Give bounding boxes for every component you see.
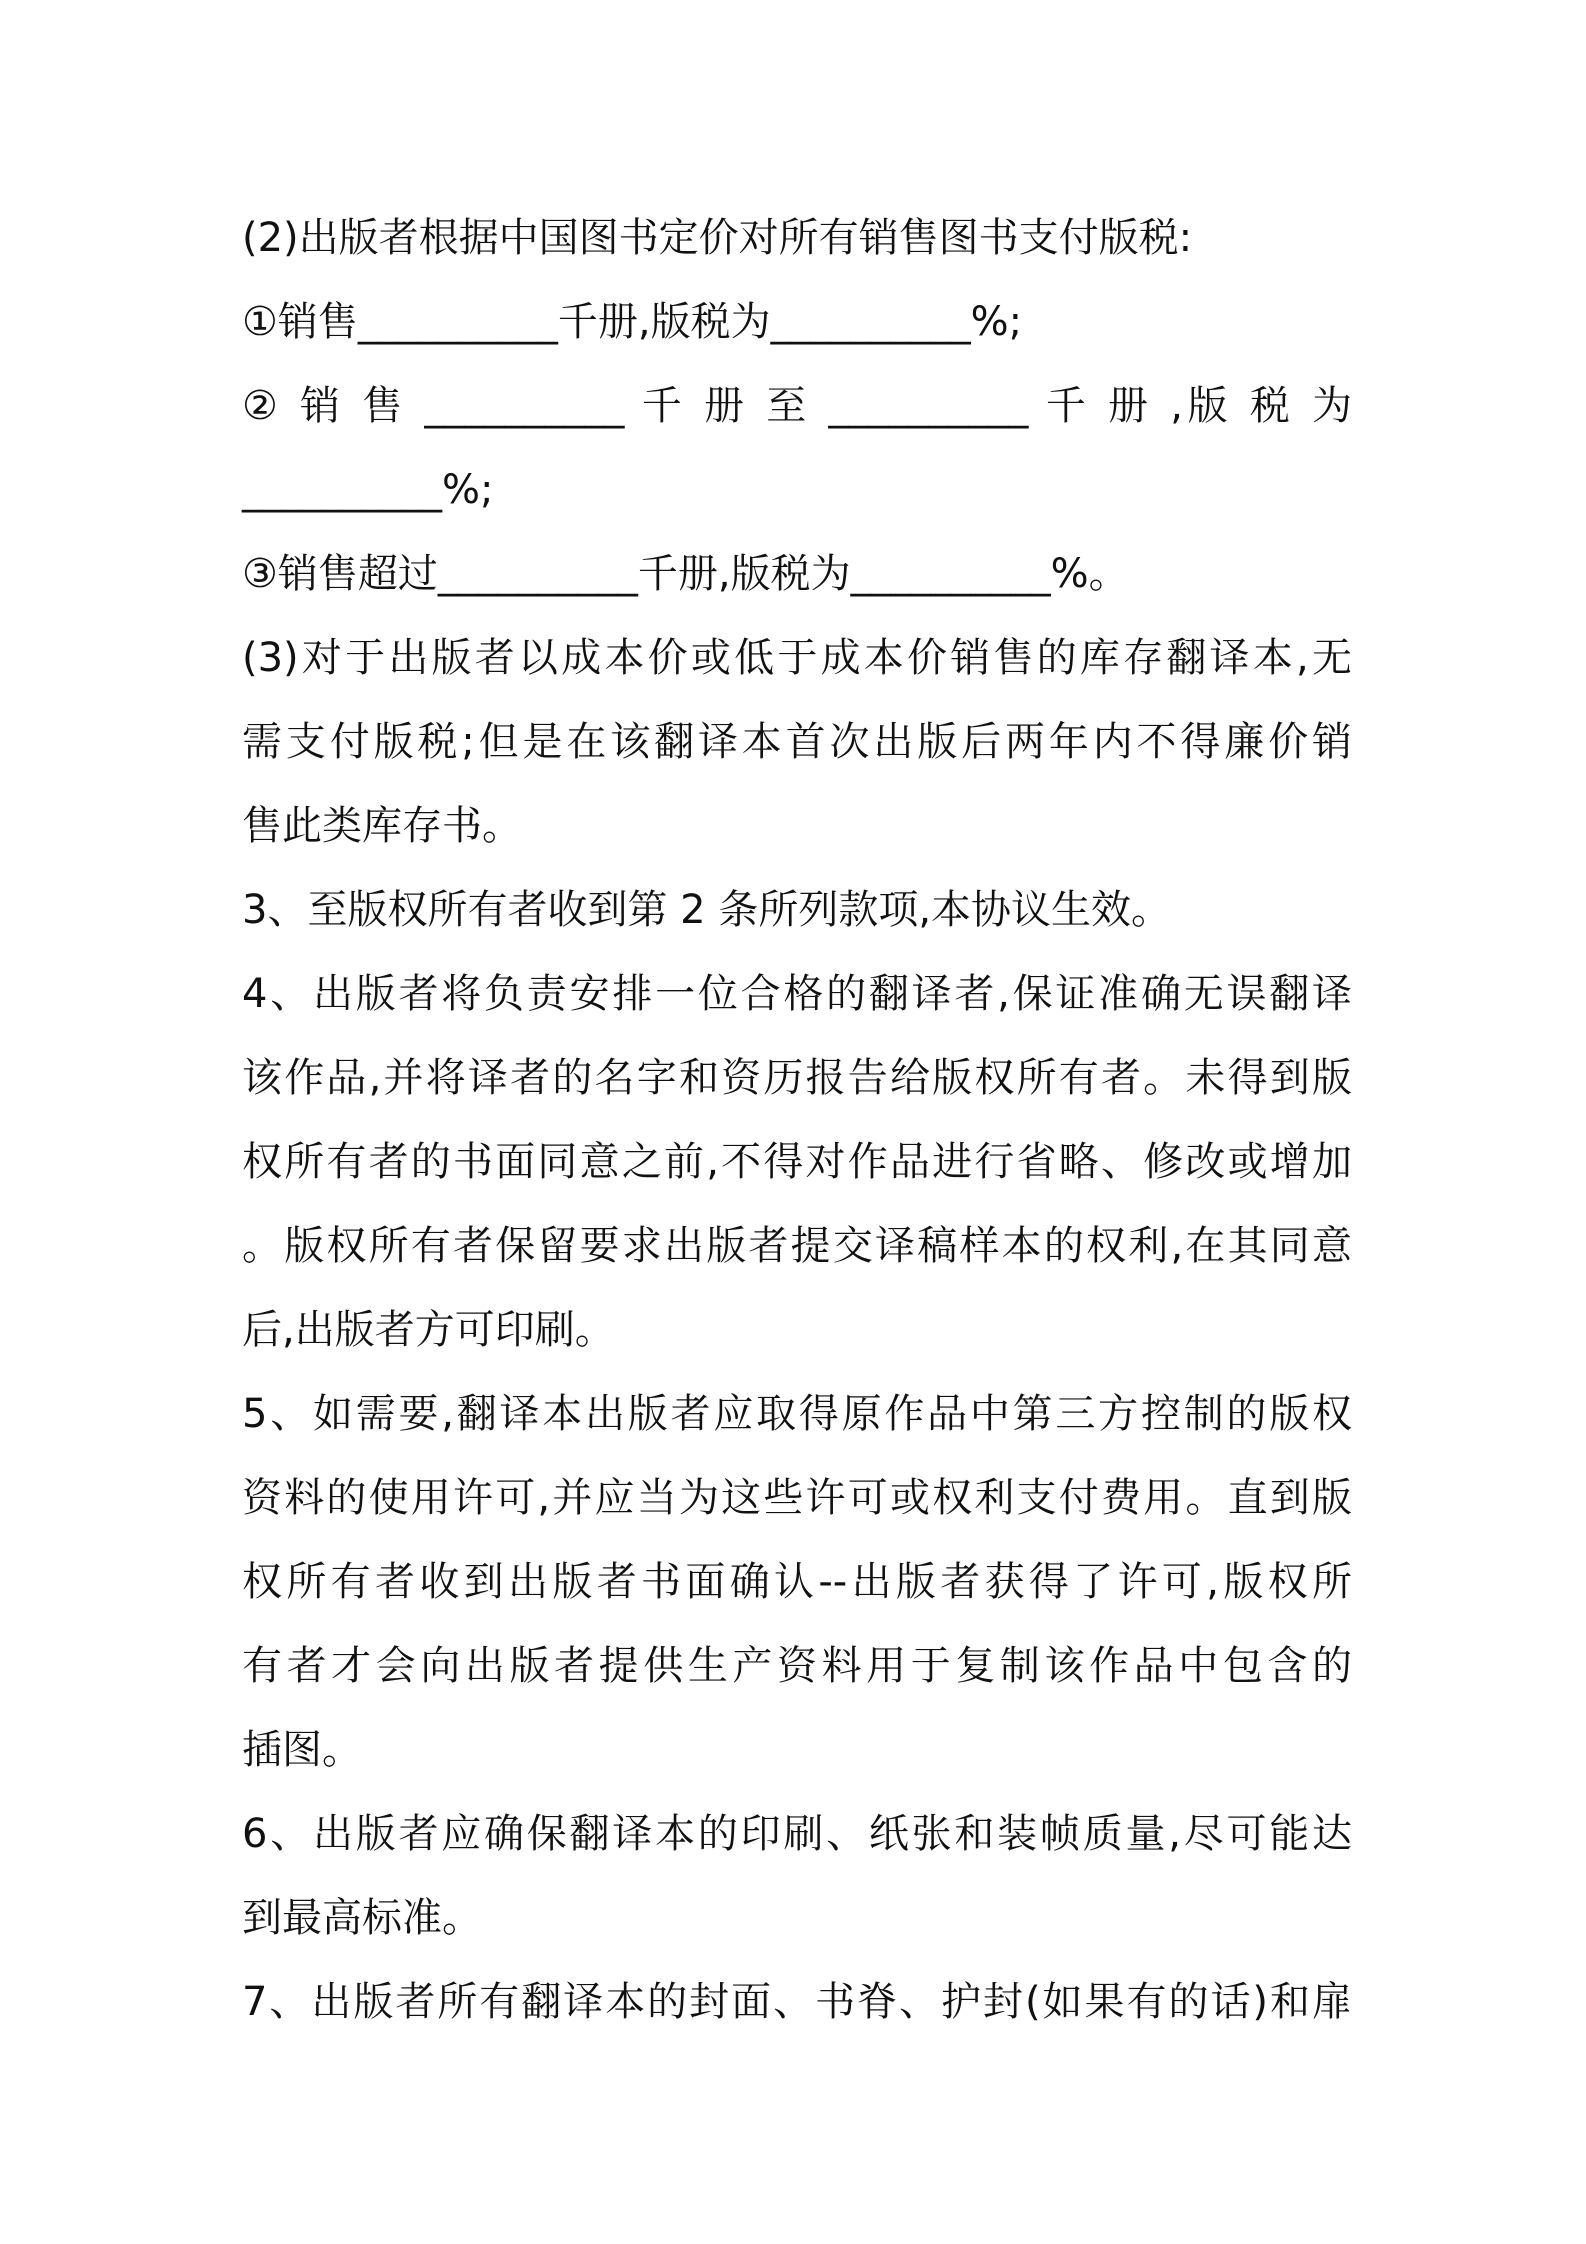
clause-2-3-line-1: (3)对于出版者以成本价或低于成本价销售的库存翻译本,无 xyxy=(242,635,1352,681)
royalty-tier-3: ③销售超过__________千册,版税为__________%。 xyxy=(242,551,1129,597)
clause-5-line-1: 5、如需要,翻译本出版者应取得原作品中第三方控制的版权 xyxy=(242,1391,1352,1437)
clause-4-line-2: 该作品,并将译者的名字和资历报告给版权所有者。未得到版 xyxy=(242,1055,1352,1101)
clause-4-line-4: 。版权所有者保留要求出版者提交译稿样本的权利,在其同意 xyxy=(242,1223,1352,1269)
clause-2-2-heading: (2)出版者根据中国图书定价对所有销售图书支付版税: xyxy=(242,215,1193,261)
clause-4-line-1: 4、出版者将负责安排一位合格的翻译者,保证准确无误翻译 xyxy=(242,971,1352,1017)
clause-7-line-1: 7、出版者所有翻译本的封面、书脊、护封(如果有的话)和扉 xyxy=(242,1979,1352,2025)
royalty-tier-1: ①销售__________千册,版税为__________%; xyxy=(242,299,1023,345)
royalty-tier-2-cont: __________%; xyxy=(242,467,494,513)
clause-2-3-line-3: 售此类库存书。 xyxy=(242,803,522,849)
clause-6-line-2: 到最高标准。 xyxy=(242,1895,482,1941)
clause-3: 3、至版权所有者收到第 2 条所列款项,本协议生效。 xyxy=(242,887,1172,933)
clause-6-line-1: 6、出版者应确保翻译本的印刷、纸张和装帧质量,尽可能达 xyxy=(242,1811,1352,1857)
clause-5-line-3: 权所有者收到出版者书面确认--出版者获得了许可,版权所 xyxy=(242,1559,1352,1605)
clause-5-line-2: 资料的使用许可,并应当为这些许可或权利支付费用。直到版 xyxy=(242,1475,1352,1521)
clause-4-line-3: 权所有者的书面同意之前,不得对作品进行省略、修改或增加 xyxy=(242,1139,1352,1185)
clause-4-line-5: 后,出版者方可印刷。 xyxy=(242,1307,615,1353)
clause-5-line-5: 插图。 xyxy=(242,1727,362,1773)
clause-2-3-line-2: 需支付版税;但是在该翻译本首次出版后两年内不得廉价销 xyxy=(242,719,1352,765)
document-page xyxy=(242,196,1352,2044)
royalty-tier-2: ② 销 售 __________ 千 册 至 __________ 千 册 ,版 税 为 xyxy=(242,383,1352,429)
clause-5-line-4: 有者才会向出版者提供生产资料用于复制该作品中包含的 xyxy=(242,1643,1352,1689)
